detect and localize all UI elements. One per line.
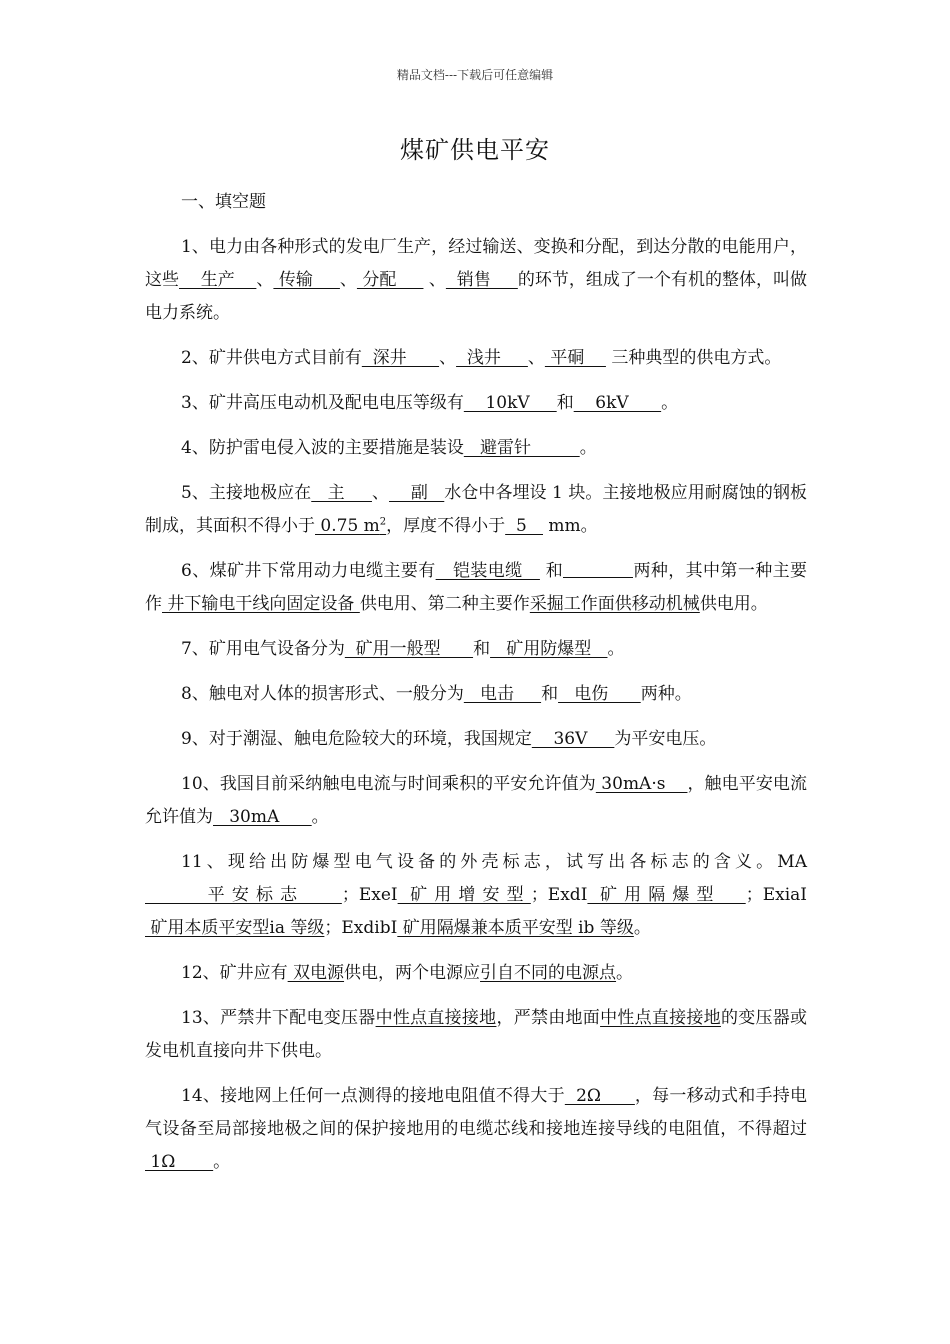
- question-14: 14、接地网上任何一点测得的接地电阻值不得大于 2Ω ，每一移动式和手持电气设备至局部接地极之间的保护接地用的电缆芯线和接地连接导线的电阻值，不得超过 1Ω 。: [145, 1086, 807, 1172]
- question-2: 2、矿井供电方式目前有 深井 、 浅井 、 平硐 三种典型的供电方式。: [181, 348, 782, 368]
- answer: 避雷针: [463, 438, 580, 458]
- question-10: 10、我国目前采纳触电电流与时间乘积的平安允许值为 30mA·s ，触电平安电流允许值为 30mA 。: [145, 774, 807, 827]
- question-9: 9、对于潮湿、触电危险较大的环境，我国规定 36V 为平安电压。: [181, 729, 717, 749]
- question-12: 12、矿井应有 双电源供电，两个电源应引自不同的电源点。: [181, 963, 634, 983]
- answer: 双电源: [287, 963, 345, 983]
- answer: 电击: [463, 684, 542, 704]
- answer: 矿用一般型: [344, 639, 474, 659]
- answer: 30mA·s: [595, 774, 688, 794]
- answer: 传输: [273, 270, 340, 290]
- question-11: 11、现给出防爆型电气设备的外壳标志，试写出各标志的含义。MA 平安标志 ；ExeI 矿用增安型；ExdI 矿用隔爆型 ；ExiaI 矿用本质平安型ia 等级；ExdibI 矿用隔爆兼本质平安型 ib 等级。: [145, 852, 807, 938]
- answer: 矿用隔爆兼本质平安型 ib 等级: [397, 918, 634, 938]
- answer: 0.75 $m^2$: [315, 516, 387, 536]
- answer: 矿用本质平安型ia 等级: [145, 918, 325, 938]
- answer: 平硐: [544, 348, 606, 368]
- section-heading: 一、填空题: [181, 192, 266, 212]
- answer: 平安标志: [145, 885, 342, 905]
- answer: 主: [311, 483, 372, 503]
- answer: 10kV: [463, 393, 557, 413]
- answer: 采掘工作面供移动机械: [529, 594, 700, 614]
- document-body: [145, 186, 807, 1191]
- document-title: 煤矿供电平安: [400, 136, 550, 164]
- answer: 矿用防爆型: [490, 639, 608, 659]
- answer: 2Ω: [564, 1086, 635, 1106]
- empty-blank: [563, 559, 633, 578]
- question-13: 13、严禁井下配电变压器中性点直接接地，严禁由地面中性点直接接地的变压器或发电机直接向井下供电。: [145, 1008, 808, 1061]
- question-4: 4、防护雷电侵入波的主要措施是装设 避雷针 。: [181, 438, 597, 458]
- question-8: 8、触电对人体的损害形式、一般分为 电击 和 电伤 两种。: [181, 684, 692, 704]
- answer: 生产: [179, 270, 257, 290]
- answer: 分配: [356, 270, 424, 290]
- answer: 销售: [445, 270, 518, 290]
- question-6: 6、煤矿井下常用动力电缆主要有 铠装电缆 和 两种，其中第一种主要作 井下输电干线向固定设备 供电用、第二种主要作采掘工作面供移动机械供电用。: [145, 561, 807, 614]
- answer: 36V: [531, 729, 615, 749]
- answer: 中性点直接接地: [600, 1008, 721, 1028]
- answer: 矿用增安型: [397, 885, 531, 905]
- answer: 矿用隔爆型: [587, 885, 746, 905]
- answer: 30mA: [213, 807, 312, 827]
- answer: 电伤: [558, 684, 641, 704]
- question-7: 7、矿用电气设备分为 矿用一般型 和 矿用防爆型 。: [181, 639, 625, 659]
- answer: 井下输电干线向固定设备: [162, 594, 360, 614]
- question-1: 1、电力由各种形式的发电厂生产，经过输送、变换和分配，到达分散的电能用户，这些 生产 、 传输 、 分配 、 销售 的环节，组成了一个有机的整体，叫做电力系统。: [145, 237, 808, 323]
- question-3: 3、矿井高压电动机及配电电压等级有 10kV 和 6kV 。: [181, 393, 679, 413]
- question-5: 5、主接地极应在 主 、 副 水仓中各埋设 1 块。主接地极应用耐腐蚀的钢板制成，其面积不得小于 0.75 $m^2$，厚度不得小于 5 mm。: [145, 483, 808, 536]
- answer: 引自不同的电源点: [480, 963, 617, 983]
- answer: 6kV: [573, 393, 662, 413]
- answer: 中性点直接接地: [375, 1008, 497, 1028]
- answer: 浅井: [456, 348, 528, 368]
- answer: 5: [505, 516, 543, 536]
- answer: 铠装电缆: [435, 561, 540, 581]
- answer: 深井: [361, 348, 440, 368]
- answer: 副: [389, 483, 445, 503]
- page-header: 精品文档---下载后可任意编辑: [396, 68, 554, 82]
- answer: 1Ω: [145, 1152, 214, 1172]
